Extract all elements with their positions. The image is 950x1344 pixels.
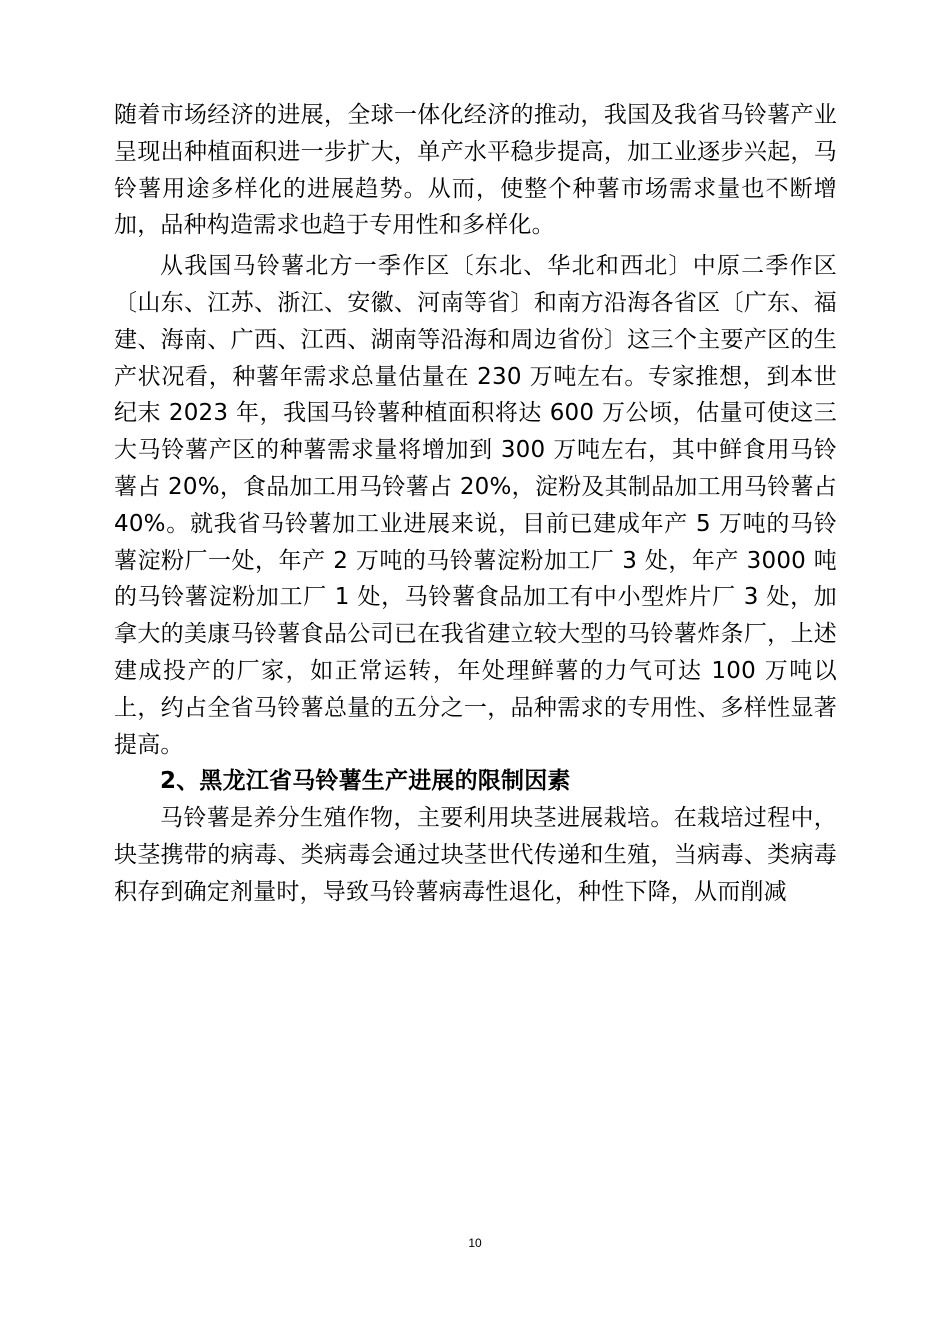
paragraph-limiting-factors: 马铃薯是养分生殖作物，主要利用块茎进展栽培。在栽培过程中，块茎携带的病毒、类病毒会通过块茎世代传递和生殖，当病毒、类病毒积存到确定剂量时，导致马铃薯病毒性退化，种性下降，从而削减	[114, 805, 837, 905]
page-number: 10	[468, 1236, 482, 1250]
section-heading: 2、黑龙江省马铃薯生产进展的限制因素	[160, 768, 571, 795]
paragraph-market-trend: 随着市场经济的进展，全球一体化经济的推动，我国及我省马铃薯产业呈现出种植面积进一步扩大，单产水平稳步提高，加工业逐步兴起，马铃薯用途多样化的进展趋势。从而，使整个种薯市场需求量也不断增加，品种构造需求也趋于专用性和多样化。	[114, 102, 837, 239]
paragraph-seed-demand: 从我国马铃薯北方一季作区〔东北、华北和西北〕中原二季作区〔山东、江苏、浙江、安徽、河南等省〕和南方沿海各省区〔广东、福建、海南、广西、江西、湖南等沿海和周边省份〕这三个主要产区的生产状况看，种薯年需求总量估量在 230 万吨左右。专家推想，到本世纪末 2023 年，我国马铃薯种植面积将达 600 万公顷，估量可使这三大马铃薯产区的种薯需求量将增加到 300 万吨左右，其中鲜食用马铃薯占 20%，食品加工用马铃薯占 20%，淀粉及其制品加工用马铃薯占 40%。就我省马铃薯加工业进展来说，目前已建成年产 5 万吨的马铃薯淀粉厂一处，年产 2 万吨的马铃薯淀粉加工厂 3 处，年产 3000 吨的马铃薯淀粉加工厂 1 处，马铃薯食品加工有中小型炸片厂 3 处，加拿大的美康马铃薯食品公司已在我省建立较大型的马铃薯炸条厂，上述建成投产的厂家，如正常运转，年处理鲜薯的力气可达 100 万吨以上，约占全省马铃薯总量的五分之一，品种需求的专用性、多样性显著提高。	[114, 253, 837, 758]
page-body	[114, 97, 837, 911]
